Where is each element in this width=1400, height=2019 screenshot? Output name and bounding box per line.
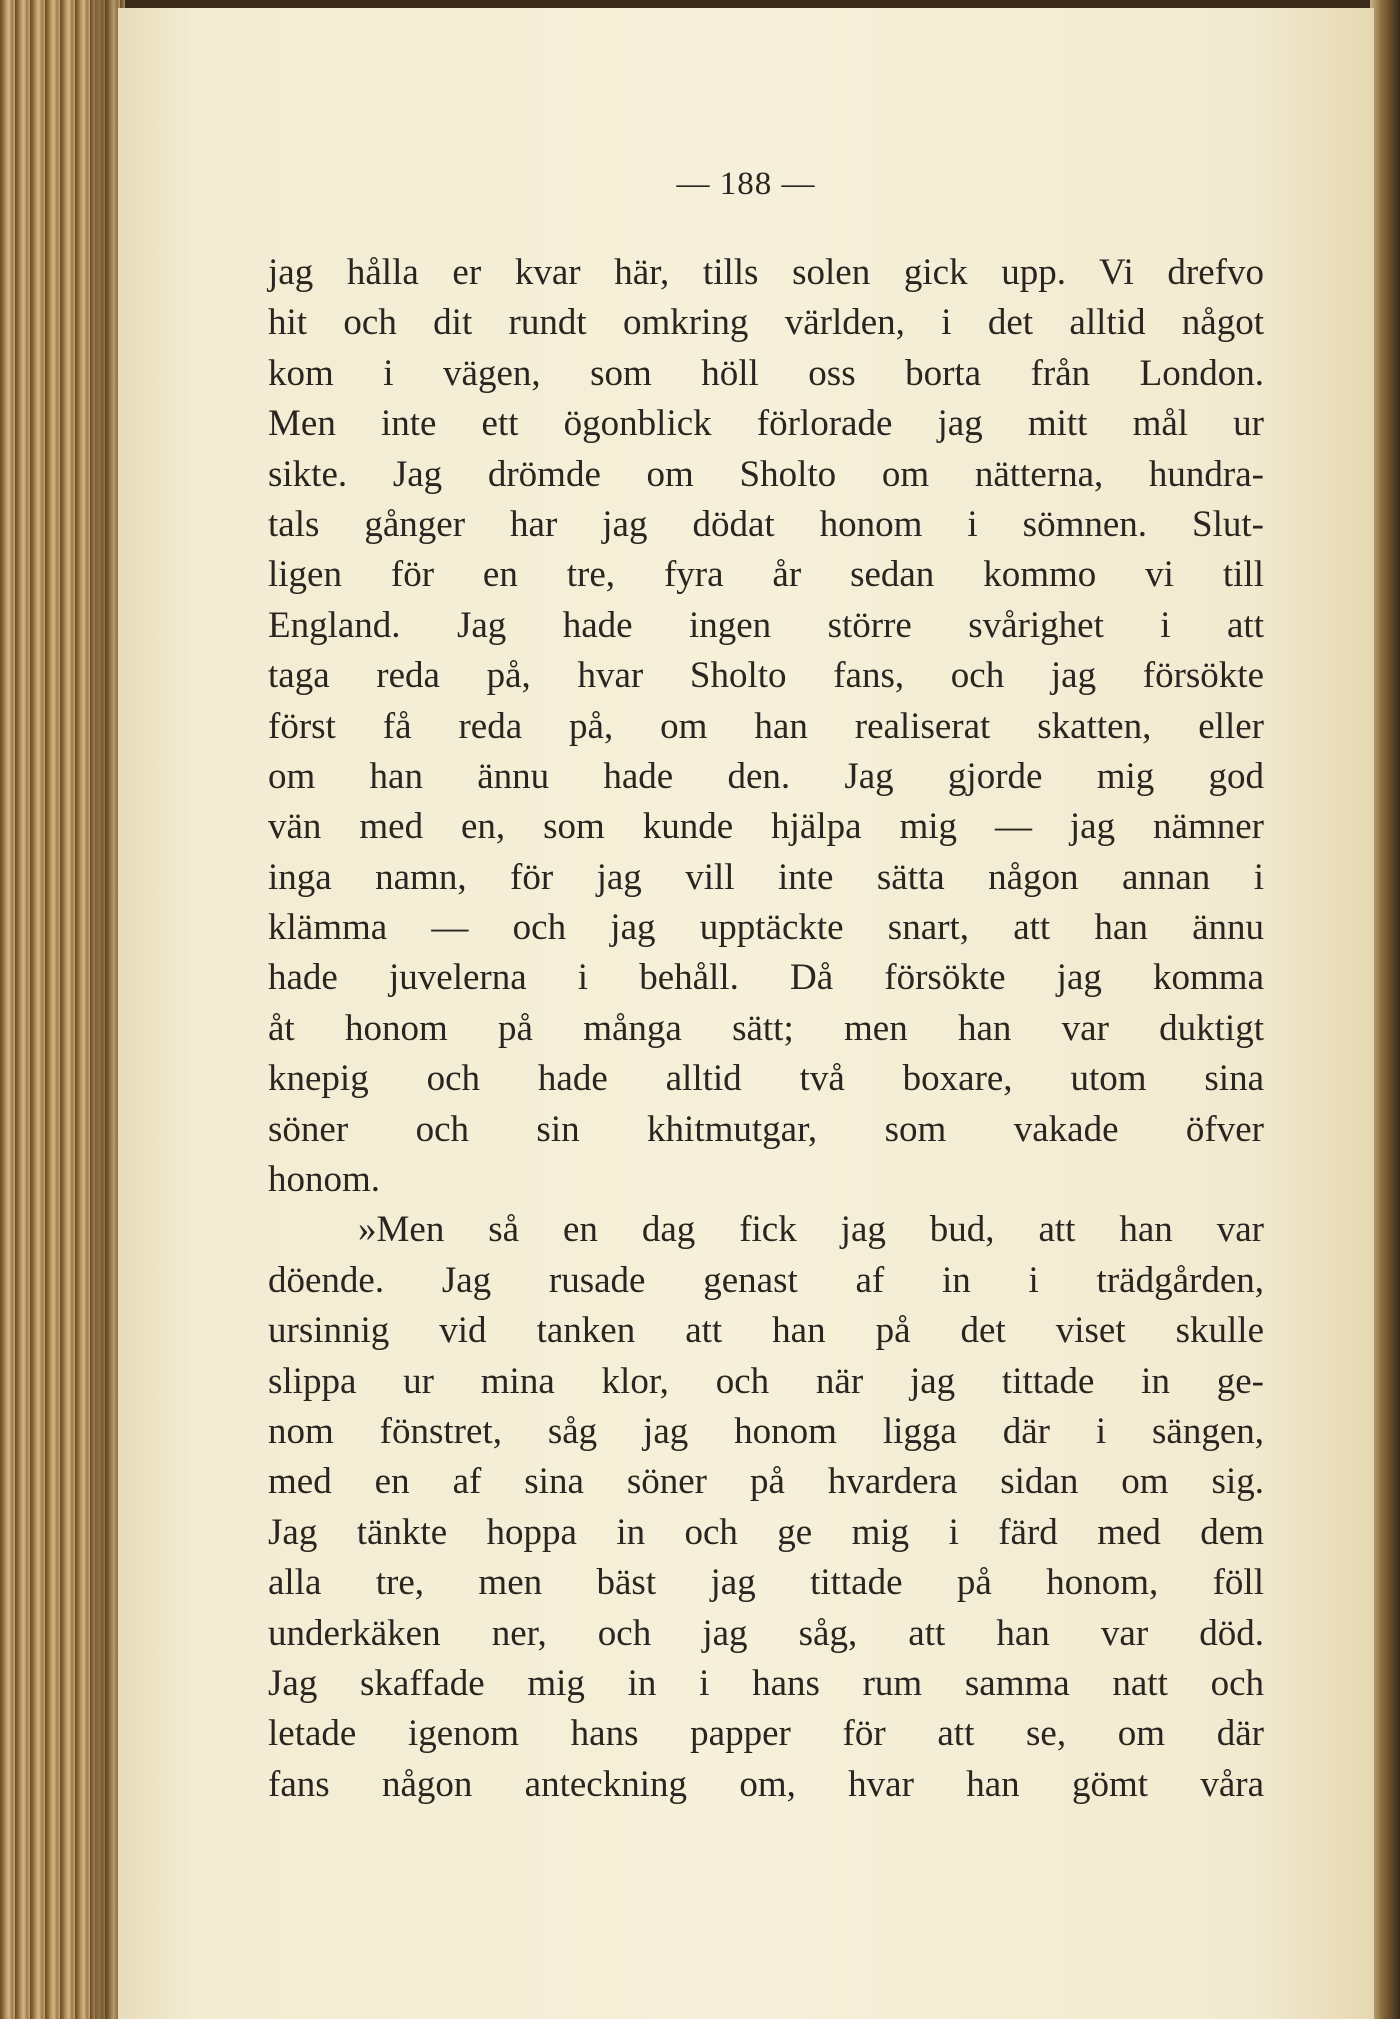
text-line: tals gånger har jag dödat honom i sömnen. Slut- [268,503,1264,545]
body-text [268,248,1264,1810]
text-line: hade juvelerna i behåll. Då försökte jag komma [268,957,1264,999]
text-line: fans någon anteckning om, hvar han gömt våra [268,1763,1264,1805]
page-edges [0,0,125,2019]
text-line: Men inte ett ögonblick förlorade jag mitt mål ur [268,403,1264,445]
text-line: klämma — och jag upptäckte snart, att han ännu [268,907,1264,949]
text-line: honom. [268,1159,381,1201]
text-line: ligen för en tre, fyra år sedan kommo vi till [268,554,1264,596]
text-line: med en af sina söner på hvardera sidan om sig. [268,1461,1264,1503]
text-line: först få reda på, om han realiserat skatten, eller [268,705,1264,747]
text-line: döende. Jag rusade genast af in i trädgården, [268,1259,1264,1301]
text-line: sikte. Jag drömde om Sholto om nätterna, hundra- [268,453,1264,495]
text-line: »Men så en dag fick jag bud, att han var [358,1209,1264,1251]
right-page-edge [1370,0,1400,2019]
text-line: vän med en, som kunde hjälpa mig — jag nämner [268,806,1264,848]
text-line: England. Jag hade ingen större svårighet i att [268,604,1264,646]
text-line: Jag skaffade mig in i hans rum samma natt och [268,1662,1264,1704]
text-line: jag hålla er kvar här, tills solen gick upp. Vi drefvo [268,252,1264,293]
page-number: — 188 — [676,166,816,202]
text-line: knepig och hade alltid två boxare, utom sina [268,1058,1264,1100]
text-line: åt honom på många sätt; men han var duktigt [268,1007,1264,1049]
text-line: underkäken ner, och jag såg, att han var död. [268,1612,1264,1654]
text-line: om han ännu hade den. Jag gjorde mig god [268,755,1264,797]
text-line: taga reda på, hvar Sholto fans, och jag försökte [268,655,1264,697]
text-line: nom fönstret, såg jag honom ligga där i sängen, [268,1410,1264,1452]
text-line: slippa ur mina klor, och när jag tittade in ge- [268,1360,1264,1402]
text-line: alla tre, men bäst jag tittade på honom, föll [268,1562,1264,1604]
text-line: söner och sin khitmutgar, som vakade öfver [268,1108,1264,1150]
text-line: hit och dit rundt omkring världen, i det alltid något [268,302,1264,344]
text-line: kom i vägen, som höll oss borta från London. [268,352,1264,394]
text-line: ursinnig vid tanken att han på det viset skulle [268,1310,1264,1352]
text-line: letade igenom hans papper för att se, om där [268,1713,1264,1755]
text-line: inga namn, för jag vill inte sätta någon annan i [268,856,1264,898]
text-line: Jag tänkte hoppa in och ge mig i färd med dem [268,1511,1264,1553]
